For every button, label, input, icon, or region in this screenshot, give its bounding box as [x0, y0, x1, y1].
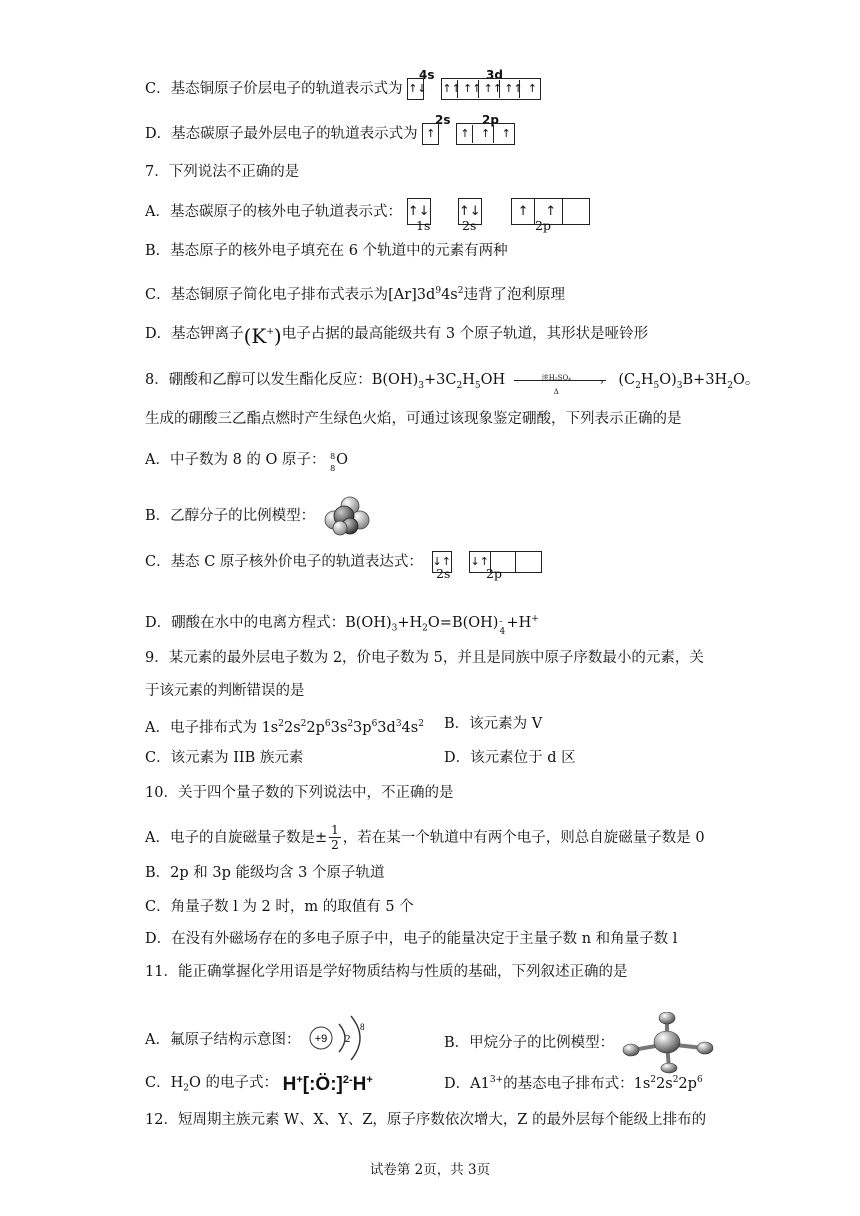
option-text: 的基态电子排布式：1s	[503, 1075, 651, 1092]
orbital-label-2s: 2s	[435, 113, 451, 127]
option-text: D．基态钾离子	[145, 326, 244, 343]
subscript: 2	[456, 380, 463, 391]
element-symbol: O	[336, 452, 349, 468]
orbital-label-2s: 2s	[436, 566, 451, 581]
subscript: 5	[653, 380, 660, 391]
superscript: 9	[435, 286, 442, 296]
option-text: A．电子排布式为 1s	[145, 719, 279, 736]
q8-option-d	[145, 609, 539, 639]
orbital-box-2s	[422, 123, 439, 145]
ethanol-space-filling-model	[320, 496, 372, 536]
stem-text: H	[462, 372, 475, 388]
superscript: 2	[418, 719, 424, 729]
option-text: ，若在某一个轨道中有两个电子，则总自旋磁量子数是 0	[342, 829, 705, 846]
orbital-box-2p	[469, 551, 542, 573]
option-text: D．基态碳原子最外层电子的轨道表示式为	[145, 126, 418, 142]
orbital-cell: ↑↓	[458, 204, 481, 219]
q11-option-b	[444, 1012, 715, 1074]
subscript: 4	[499, 626, 506, 637]
option-text: C．基态铜原子价层电子的轨道表示式为	[145, 81, 403, 97]
option-text: +H	[506, 614, 532, 631]
superscript: 2	[300, 719, 307, 729]
option-text: 2p	[306, 719, 325, 736]
superscript: +	[266, 327, 274, 337]
arrow-condition-top: 浓H₂SO₄	[541, 374, 571, 382]
option-text: A．氟原子结构示意图：	[145, 1032, 301, 1048]
q9-option-b: B．该元素为 V	[444, 716, 543, 732]
reaction-arrow	[514, 370, 610, 396]
bracket-close: ]	[336, 1074, 343, 1096]
q9-option-d: D．该元素位于 d 区	[444, 750, 576, 766]
option-text: C．H	[145, 1074, 184, 1091]
q10-option-a	[145, 823, 705, 852]
orbital-cell: ↑↑	[463, 80, 479, 98]
subscript: 3	[418, 380, 424, 391]
option-text: 2s	[283, 719, 301, 736]
orbital-cell: ↑	[457, 125, 473, 143]
stem-text: OH	[480, 372, 506, 388]
fraction-denominator: 2	[331, 838, 339, 852]
superscript: +	[531, 614, 539, 624]
potassium-ion	[243, 322, 282, 349]
oxygen-symbol: :Ö:	[309, 1074, 337, 1096]
shell-electrons-1: 2	[345, 1033, 351, 1045]
orbital-cell: ↑	[501, 127, 511, 140]
q9-option-a	[145, 714, 424, 738]
methane-model	[619, 1012, 715, 1074]
orbital-cell	[567, 199, 589, 224]
q8-option-b	[145, 496, 372, 536]
superscript: 6	[696, 1075, 703, 1085]
q8-stem-line2: 生成的硼酸三乙酯点燃时产生绿色火焰，可通过该现象鉴定硼酸，下列表示正确的是	[145, 411, 682, 427]
option-text: D．硼酸在水中的电离方程式：B(OH)	[145, 614, 392, 631]
subscript: 2	[183, 1083, 189, 1094]
superscript: 6	[371, 719, 378, 729]
q9-stem-line2: 于该元素的判断错误的是	[145, 683, 305, 699]
q11-option-c	[145, 1070, 373, 1099]
q7-option-b: B．基态原子的核外电子填充在 6 个轨道中的元素有两种	[145, 243, 508, 259]
bracket-open: [	[302, 1074, 310, 1096]
orbital-cell: ↑↑	[442, 80, 458, 98]
superscript: 2-	[342, 1074, 353, 1086]
option-text: D．A1	[444, 1075, 490, 1092]
option-text: 3d	[377, 719, 396, 736]
stem-text: (C	[618, 372, 636, 388]
superscript: +	[366, 1074, 373, 1086]
subscript: 2	[635, 380, 641, 391]
q7-option-c	[145, 281, 565, 305]
orbital-cell: ↑	[478, 125, 494, 143]
option-text: 3p	[353, 719, 372, 736]
option-text: O=B(OH)	[427, 614, 499, 631]
superscript: -	[499, 616, 503, 627]
option-text: 违背了泡利原理	[463, 286, 565, 303]
q12-stem: 12．短周期主族元素 W、X、Y、Z，原子序数依次增大，Z 的最外层每个能级上排布的	[145, 1112, 707, 1128]
fraction-numerator: 1	[331, 823, 339, 837]
arrow-head-icon: ›	[599, 377, 604, 388]
stem-text: B+3H	[682, 372, 728, 388]
orbital-cell: ↑↓	[407, 204, 430, 219]
option-text: A．电子的自旋磁量子数是±	[145, 829, 328, 846]
option-text: C．基态铜原子简化电子排布式表示为[Ar]3d	[145, 286, 436, 303]
atomic-number: 8	[330, 464, 336, 473]
q7-option-d	[145, 322, 649, 349]
fraction	[329, 823, 341, 852]
superscript: 2	[650, 1075, 657, 1085]
superscript: +	[296, 1074, 303, 1086]
ion-symbol: (K	[243, 324, 267, 349]
hydrogen-symbol: H	[352, 1074, 367, 1096]
nuclide-notation	[330, 449, 348, 471]
orbital-cell: ↑	[527, 82, 537, 95]
orbital-label-2p: 2p	[486, 566, 502, 581]
option-text: 电子占据的最高能级共有 3 个原子轨道，其形状是哑铃形	[281, 326, 649, 343]
ion-paren: )	[273, 324, 282, 349]
ion-charge-stack	[498, 613, 506, 637]
option-text: O 的电子式：	[188, 1074, 278, 1091]
subscript: 3	[391, 623, 398, 634]
subscript: 3	[676, 380, 683, 391]
q9-option-c: C．该元素为 IIB 族元素	[145, 750, 304, 766]
hydrogen-symbol: H	[282, 1074, 297, 1096]
option-text: A．中子数为 8 的 O 原子：	[145, 452, 326, 468]
orbital-label-1s: 1s	[416, 218, 431, 233]
page-footer: 试卷第 2页，共 3页	[369, 1162, 491, 1178]
superscript: 2	[457, 286, 464, 296]
option-text: 2s	[656, 1075, 673, 1092]
stem-text: 8．硼酸和乙醇可以发生酯化反应：B(OH)	[145, 372, 419, 388]
subscript: 5	[474, 380, 481, 391]
superscript: 3+	[489, 1075, 504, 1085]
stem-text: O。	[732, 372, 760, 388]
superscript: 2	[672, 1075, 679, 1085]
water-electron-formula	[283, 1070, 373, 1095]
superscript: 2	[278, 719, 284, 729]
orbital-cell: ↑	[426, 127, 436, 140]
arrow-line	[514, 380, 606, 381]
q7-stem: 7．下列说法不正确的是	[145, 164, 300, 180]
option-text: 2p	[678, 1075, 697, 1092]
mass-number: 8	[330, 452, 336, 461]
q6-option-c	[145, 78, 541, 100]
superscript: 2	[347, 719, 354, 729]
option-text: +H	[397, 614, 423, 631]
subscript: 2	[727, 380, 733, 391]
shell-electrons-2: 8	[360, 1022, 365, 1032]
option-text: 3s	[330, 719, 348, 736]
option-text: B．乙醇分子的比例模型：	[145, 508, 316, 524]
stem-text: O)	[659, 372, 677, 388]
stem-text: +3C	[423, 372, 457, 388]
q10-option-b: B．2p 和 3p 能级均含 3 个原子轨道	[145, 865, 385, 881]
orbital-label-2s: 2s	[462, 218, 477, 233]
orbital-box-3d	[441, 78, 540, 100]
orbital-cell: ↑	[512, 199, 535, 224]
arrow-condition-bottom: Δ	[553, 388, 559, 396]
orbital-cell: ↑↑	[504, 80, 520, 98]
q11-option-a	[145, 1012, 377, 1068]
orbital-cell: ↑↓	[408, 82, 427, 95]
stem-text: H	[640, 372, 654, 388]
option-text: 4s	[401, 719, 419, 736]
q6-option-d	[145, 123, 515, 145]
option-text: C．基态 C 原子核外价电子的轨道表达式：	[145, 554, 423, 570]
orbital-label-2p: 2p	[535, 218, 551, 233]
orbital-cell: ↑↑	[484, 80, 500, 98]
orbital-box-4s	[407, 78, 427, 100]
nucleus-charge: +9	[314, 1033, 328, 1045]
q10-option-c: C．角量子数 l 为 2 时，m 的取值有 5 个	[145, 899, 414, 915]
orbital-cell: ↓↑	[432, 555, 451, 568]
subscript: 2	[422, 623, 428, 634]
q9-stem-line1: 9．某元素的最外层电子数为 2，价电子数为 5，并且是同族中原子序数最小的元素，关	[145, 650, 704, 666]
q10-option-d: D．在没有外磁场存在的多电子原子中，电子的能量决定于主量子数 n 和角量子数 l	[145, 931, 678, 947]
orbital-box-2p	[456, 123, 514, 145]
q10-stem: 10．关于四个量子数的下列说法中，不正确的是	[145, 785, 454, 801]
orbital-label-2p: 2p	[482, 113, 499, 127]
option-text: 4s	[441, 286, 458, 303]
q8-stem-line1	[145, 370, 759, 396]
orbital-label-3d: 3d	[486, 68, 503, 82]
superscript: 6	[324, 719, 331, 729]
q8-option-c	[145, 551, 542, 573]
orbital-cell: ↓↑	[470, 552, 491, 572]
orbital-cell	[521, 552, 541, 572]
orbital-cell: ↑	[540, 199, 563, 224]
superscript: 3	[395, 719, 402, 729]
option-text: A．基态碳原子的核外电子轨道表示式：	[145, 203, 402, 220]
q7-option-a	[145, 198, 590, 225]
option-text: B．甲烷分子的比例模型：	[444, 1035, 615, 1051]
fluorine-atom-structure-diagram	[305, 1012, 377, 1068]
orbital-label-4s: 4s	[419, 68, 435, 82]
q11-stem: 11．能正确掌握化学用语是学好物质结构与性质的基础，下列叙述正确的是	[145, 964, 628, 980]
q11-option-d	[444, 1070, 703, 1094]
q8-option-a	[145, 449, 348, 471]
